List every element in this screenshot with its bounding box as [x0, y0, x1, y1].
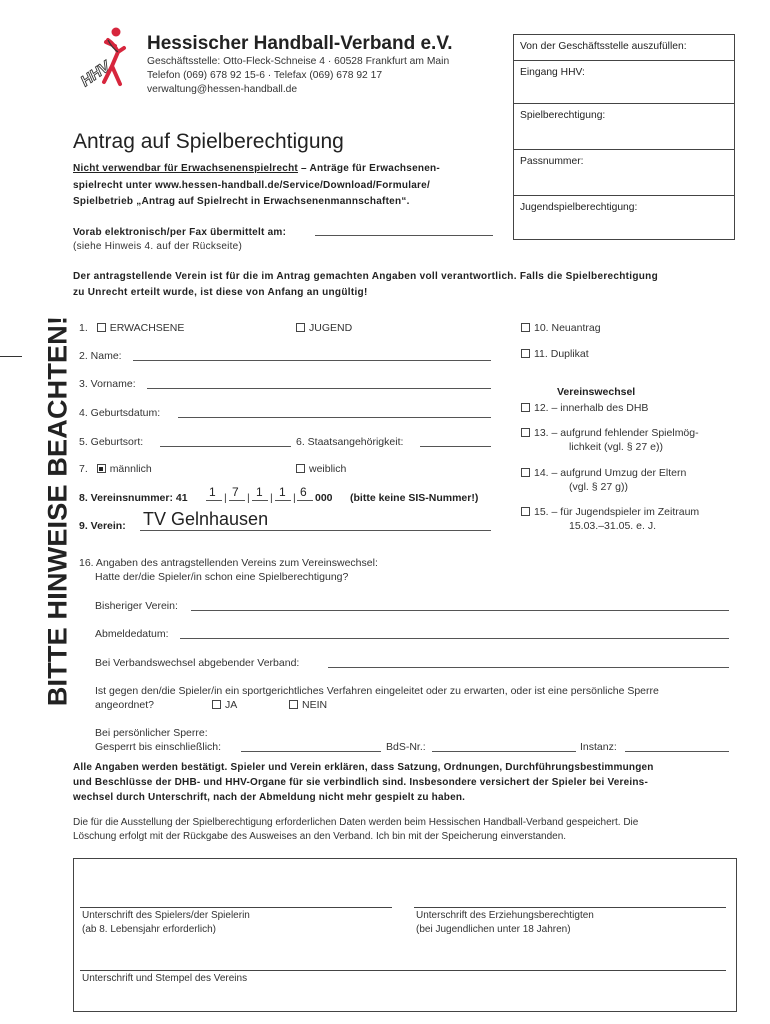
guardian-signature-note: (bei Jugendlichen unter 18 Jahren)	[416, 924, 571, 935]
fax-label: Vorab elektronisch/per Fax übermittelt am:	[73, 227, 287, 238]
fax-hint: (siehe Hinweis 4. auf der Rückseite)	[73, 241, 243, 252]
new-application-checkbox[interactable]	[521, 323, 530, 332]
section16-question: Hatte der/die Spieler/in schon eine Spielberechtigung?	[95, 571, 349, 583]
side-notice	[40, 303, 76, 718]
bds-field[interactable]	[432, 751, 576, 752]
notice-line-3: Spielbetrieb „Antrag auf Spielrecht in Erwachsenenmannschaften“.	[73, 196, 410, 207]
option-14-line2: (vgl. § 27 g))	[569, 481, 628, 493]
office-field-permission[interactable]: Spielberechtigung:	[514, 104, 734, 150]
club-digit-1-field[interactable]	[206, 500, 222, 501]
office-heading: Von der Geschäftsstelle auszufüllen:	[514, 35, 734, 61]
fold-mark	[0, 356, 22, 357]
section16-heading: 16. Angaben des antragstellenden Vereins zum Vereinswechsel:	[79, 557, 378, 569]
proceedings-question-2: angeordnet?	[95, 699, 154, 711]
confirmation-line-3: wechsel durch Unterschrift, nach der Abmeldung nicht mehr gespielt zu haben.	[73, 792, 466, 803]
club-number-label: 8. Vereinsnummer: 41	[79, 492, 188, 504]
youth-option: JUGEND	[296, 322, 352, 334]
page-title: Antrag auf Spielberechtigung	[73, 130, 344, 153]
within-dhb-checkbox[interactable]	[521, 403, 530, 412]
club-digit-3-field[interactable]	[252, 500, 268, 501]
responsibility-warning-1: Der antragstellende Verein ist für die im Antrag gemachten Angaben voll verantwortlich. Falls die Spielberechtigung	[73, 271, 658, 282]
privacy-line-1: Die für die Ausstellung der Spielberechtigung erforderlichen Daten werden beim Hessischen Handball-Verband gespeichert. Die	[73, 817, 639, 828]
option-within-dhb: 12. – innerhalb des DHB	[521, 402, 648, 414]
proceedings-question-1: Ist gegen den/die Spieler/in ein sportgerichtliches Verfahren eingeleitet oder zu erwarten, oder ist eine persönliche Sperre	[95, 685, 659, 697]
field-name-label: 2. Name:	[79, 350, 122, 362]
notice-line-2: spielrecht unter www.hessen-handball.de/Service/Download/Formulare/	[73, 180, 431, 191]
guardian-signature-label: Unterschrift des Erziehungsberechtigten	[416, 910, 594, 921]
nationality-field[interactable]	[420, 446, 491, 447]
player-signature-note: (ab 8. Lebensjahr erforderlich)	[82, 924, 216, 935]
transfer-heading: Vereinswechsel	[557, 386, 636, 398]
club-number-note: (bitte keine SIS-Nummer!)	[350, 492, 479, 504]
org-email: verwaltung@hessen-handball.de	[147, 84, 298, 95]
previous-club-field[interactable]	[191, 610, 729, 611]
club-digit-2-field[interactable]	[229, 500, 245, 501]
instance-label: Instanz:	[580, 741, 617, 753]
player-signature-field[interactable]	[80, 907, 392, 908]
confirmation-line-2: und Beschlüsse der DHB- und HHV-Organe für sie verbindlich sind. Insbesondere versichert der Spieler bei Vereins-	[73, 777, 648, 788]
option-duplicate: 11. Duplikat	[521, 348, 589, 360]
confirmation-line-1: Alle Angaben werden bestätigt. Spieler und Verein erklären, dass Satzung, Ordnungen, Durchführungsbestimmungen	[73, 762, 654, 773]
field-gender-male: 7. männlich	[79, 463, 152, 475]
instance-field[interactable]	[625, 751, 729, 752]
banned-until-field[interactable]	[241, 751, 381, 752]
no-checkbox[interactable]	[289, 700, 298, 709]
option-15-line2: 15.03.–31.05. e. J.	[569, 520, 656, 532]
club-number-suffix: 000	[315, 492, 333, 504]
privacy-line-2: Löschung erfolgt mit der Rückgabe des Ausweises an den Verband. Ich bin mit der Speicherung einverstanden.	[73, 831, 567, 842]
logo-text: HHV	[77, 58, 114, 91]
club-digit-4-field[interactable]	[275, 500, 291, 501]
previous-club-label: Bisheriger Verein:	[95, 600, 178, 612]
side-notice-text: BITTE HINWEISE BEACHTEN!	[42, 315, 73, 706]
club-digit-4: 1	[279, 485, 286, 499]
club-digit-1: 1	[209, 485, 216, 499]
option-13-line2: lichkeit (vgl. § 27 e))	[569, 441, 663, 453]
birthplace-field[interactable]	[160, 446, 291, 447]
female-checkbox[interactable]	[296, 464, 305, 473]
fax-date-field[interactable]	[315, 235, 493, 236]
field-gender-female: weiblich	[296, 463, 346, 475]
duplicate-checkbox[interactable]	[521, 349, 530, 358]
notice-line-1: Nicht verwendbar für Erwachsenenspielrecht – Anträge für Erwachsenen-	[73, 163, 440, 174]
org-address: Geschäftsstelle: Otto-Fleck-Schneise 4 · 60528 Frankfurt am Main	[147, 56, 450, 67]
birthdate-field[interactable]	[178, 417, 491, 418]
option-new-application: 10. Neuantrag	[521, 322, 601, 334]
club-digit-5: 6	[300, 485, 307, 499]
releasing-association-label: Bei Verbandswechsel abgebender Verband:	[95, 657, 300, 669]
parents-moved-checkbox[interactable]	[521, 468, 530, 477]
field-1-category: 1. ERWACHSENE	[79, 322, 185, 334]
youth-checkbox[interactable]	[296, 323, 305, 332]
name-field[interactable]	[133, 360, 491, 361]
proceedings-no: NEIN	[289, 699, 327, 711]
logo-player	[104, 40, 124, 84]
youth-period-checkbox[interactable]	[521, 507, 530, 516]
responsibility-warning-2: zu Unrecht erteilt wurde, ist diese von Anfang an ungültig!	[73, 287, 368, 298]
player-signature-label: Unterschrift des Spielers/der Spielerin	[82, 910, 250, 921]
club-digit-3: 1	[256, 485, 263, 499]
adult-checkbox[interactable]	[97, 323, 106, 332]
firstname-field[interactable]	[147, 388, 491, 389]
field-birthdate-label: 4. Geburtsdatum:	[79, 407, 161, 419]
option-parents-moved: 14. – aufgrund Umzug der Eltern	[521, 467, 686, 479]
club-digit-2: 7	[232, 485, 239, 499]
banned-until-label: Gesperrt bis einschließlich:	[95, 741, 222, 753]
signature-box	[73, 858, 737, 1012]
guardian-signature-field[interactable]	[414, 907, 726, 908]
yes-checkbox[interactable]	[212, 700, 221, 709]
field-firstname-label: 3. Vorname:	[79, 378, 136, 390]
club-digit-5-field[interactable]	[297, 500, 313, 501]
releasing-association-field[interactable]	[328, 667, 729, 668]
option-youth-period: 15. – für Jugendspieler im Zeitraum	[521, 506, 699, 518]
club-name-field[interactable]	[140, 530, 491, 531]
office-use-box	[513, 34, 735, 240]
male-checkbox[interactable]	[97, 464, 106, 473]
org-phone: Telefon (069) 678 92 15-6 · Telefax (069) 678 92 17	[147, 70, 383, 81]
club-name-value: TV Gelnhausen	[143, 509, 269, 529]
office-field-received[interactable]: Eingang HHV:	[514, 61, 734, 104]
field-nationality-label: 6. Staatsangehörigkeit:	[296, 436, 404, 448]
club-label: 9. Verein:	[79, 520, 126, 532]
office-field-youth-permission[interactable]: Jugendspielberechtigung:	[520, 202, 638, 213]
office-field-pass-number[interactable]: Passnummer:	[514, 150, 734, 196]
hhv-logo	[68, 26, 134, 92]
proceedings-yes: JA	[212, 699, 237, 711]
club-signature-field[interactable]	[80, 970, 726, 971]
deregistration-date-label: Abmeldedatum:	[95, 628, 169, 640]
ban-heading: Bei persönlicher Sperre:	[95, 727, 208, 739]
option-no-playing-opportunity: 13. – aufgrund fehlender Spielmög-	[521, 427, 699, 439]
field-birthplace-label: 5. Geburtsort:	[79, 436, 144, 448]
logo-ball	[112, 28, 121, 37]
org-name: Hessischer Handball-Verband e.V.	[147, 33, 453, 54]
deregistration-date-field[interactable]	[180, 638, 729, 639]
bds-label: BdS-Nr.:	[386, 741, 426, 753]
no-opportunity-checkbox[interactable]	[521, 428, 530, 437]
club-signature-label: Unterschrift und Stempel des Vereins	[82, 973, 248, 984]
